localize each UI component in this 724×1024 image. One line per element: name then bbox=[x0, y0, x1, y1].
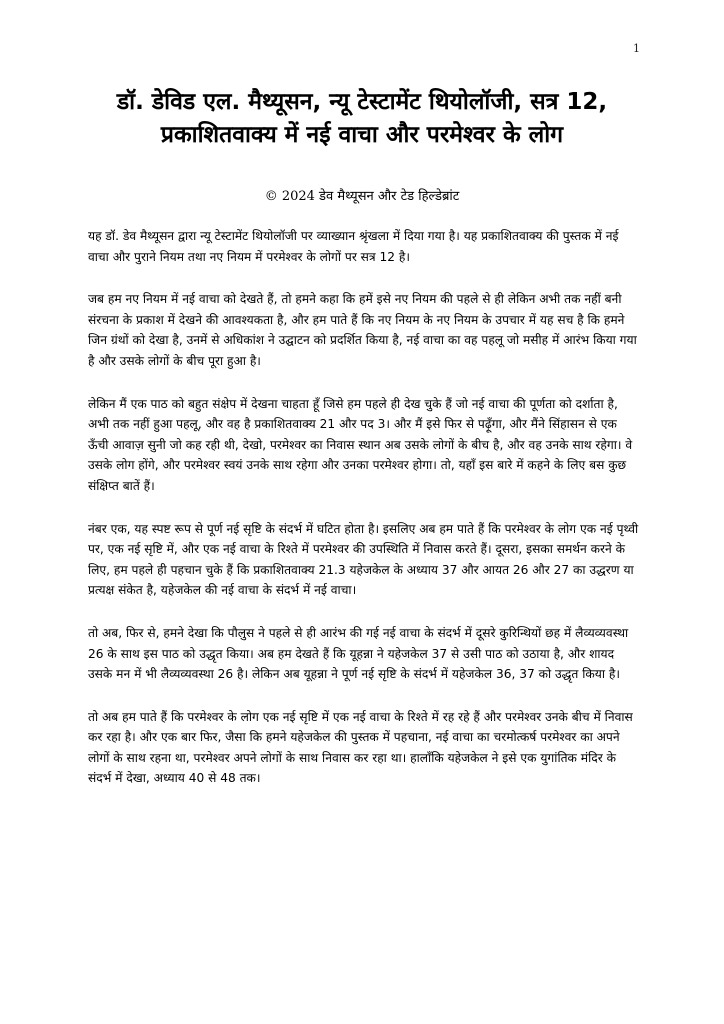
document-body bbox=[88, 226, 640, 811]
document-title: डॉ. डेविड एल. मैथ्यूसन, न्यू टेस्टामेंट थियोलॉजी, सत्र 12, प्रकाशितवाक्य में नई वाचा और परमेश्वर के लोग bbox=[116, 89, 608, 148]
paragraph-revelation-21: लेकिन मैं एक पाठ को बहुत संक्षेप में देखना चाहता हूँ जिसे हम पहले ही देख चुके हैं जो नई वाचा की पूर्णता को दर्शाता है, अभी तक नहीं हुआ पहलू, और वह है प्रकाशितवाक्य 21 और पद 3। और मैं इसे फिर से पढ़ूँगा, और मैंने सिंहासन से एक ऊँची आवाज़ सुनी जो कह रही थी, देखो, परमेश्वर का निवास स्थान अब उसके लोगों के बीच है, और वह उनके साथ रहेगा। वे उसके लोग होंगे, और परमेश्वर स्वयं उनके साथ रहेगा और उनका परमेश्वर होगा। तो, यहाँ इस बारे में कहने के लिए बस कुछ संक्षिप्त बातें हैं। bbox=[88, 396, 633, 493]
paragraph-number-one: नंबर एक, यह स्पष्ट रूप से पूर्ण नई सृष्टि के संदर्भ में घटित होता है। इसलिए अब हम पाते हैं कि परमेश्वर के लोग एक नई पृथ्वी पर, एक नई सृष्टि में, और एक नई वाचा के रिश्ते में परमेश्वर की उपस्थिति में निवास करते हैं। दूसरा, इसका समर्थन करने के लिए, हम पहले ही पहचान चुके हैं कि प्रकाशितवाक्य 21.3 यहेजकेल के अध्याय 37 और आयत 26 और 27 का उद्धरण या प्रत्यक्ष संकेत है, यहेजकेल की नई वाचा के संदर्भ में नई वाचा। bbox=[88, 521, 639, 598]
paragraph-intro: यह डॉ. डेव मैथ्यूसन द्वारा न्यू टेस्टामेंट थियोलॉजी पर व्याख्यान श्रृंखला में दिया गया है। यह प्रकाशितवाक्य की पुस्तक में नई वाचा और पुराने नियम तथा नए नियम में परमेश्वर के लोगों पर सत्र 12 है। bbox=[88, 229, 619, 264]
page-number: 1 bbox=[633, 42, 640, 55]
paragraph-ezekiel-temple: तो अब हम पाते हैं कि परमेश्वर के लोग एक नई सृष्टि में एक नई वाचा के रिश्ते में रह रहे हैं और परमेश्वर उनके बीच में निवास कर रहा है। और एक बार फिर, जैसा कि हमने यहेजकेल की पुस्तक में पहचाना, नई वाचा का चरमोत्कर्ष परमेश्वर का अपने लोगों के साथ रहना था, परमेश्वर अपने लोगों के साथ निवास कर रहा था। हालाँकि यहेजकेल ने इसे एक युगांतिक मंदिर के संदर्भ में देखा, अध्याय 40 से 48 तक। bbox=[88, 709, 633, 786]
paragraph-paul-corinthians: तो अब, फिर से, हमने देखा कि पौलुस ने पहले से ही आरंभ की गई नई वाचा के संदर्भ में दूसरे कुरिन्थियों छह में लैव्यव्यवस्था 26 के साथ इस पाठ को उद्धृत किया। अब हम देखते हैं कि यूहन्ना ने यहेजकेल 37 से उसी पाठ को उठाया है, और शायद उसके मन में भी लैव्यव्यवस्था 26 है। लेकिन अब यूहन्ना ने पूर्ण नई सृष्टि के संदर्भ में यहेजकेल 36, 37 को उद्धृत किया है। bbox=[88, 625, 629, 682]
paragraph-new-covenant: जब हम नए नियम में नई वाचा को देखते हैं, तो हमने कहा कि हमें इसे नए नियम की पहले से ही लेकिन अभी तक नहीं बनी संरचना के प्रकाश में देखने की आवश्यकता है, और हम पाते हैं कि नए नियम के नए नियम के उपचार में यह सच है कि हमने जिन ग्रंथों को देखा है, उनमें से अधिकांश ने उद्घाटन को प्रदर्शित किया है, नई वाचा का वह पहलू जो मसीह में आरंभ किया गया है और उसके लोगों के बीच पूरा हुआ है। bbox=[88, 292, 637, 368]
copyright-line: © 2024 डेव मैथ्यूसन और टेड हिल्डेब्रांट bbox=[264, 189, 460, 204]
